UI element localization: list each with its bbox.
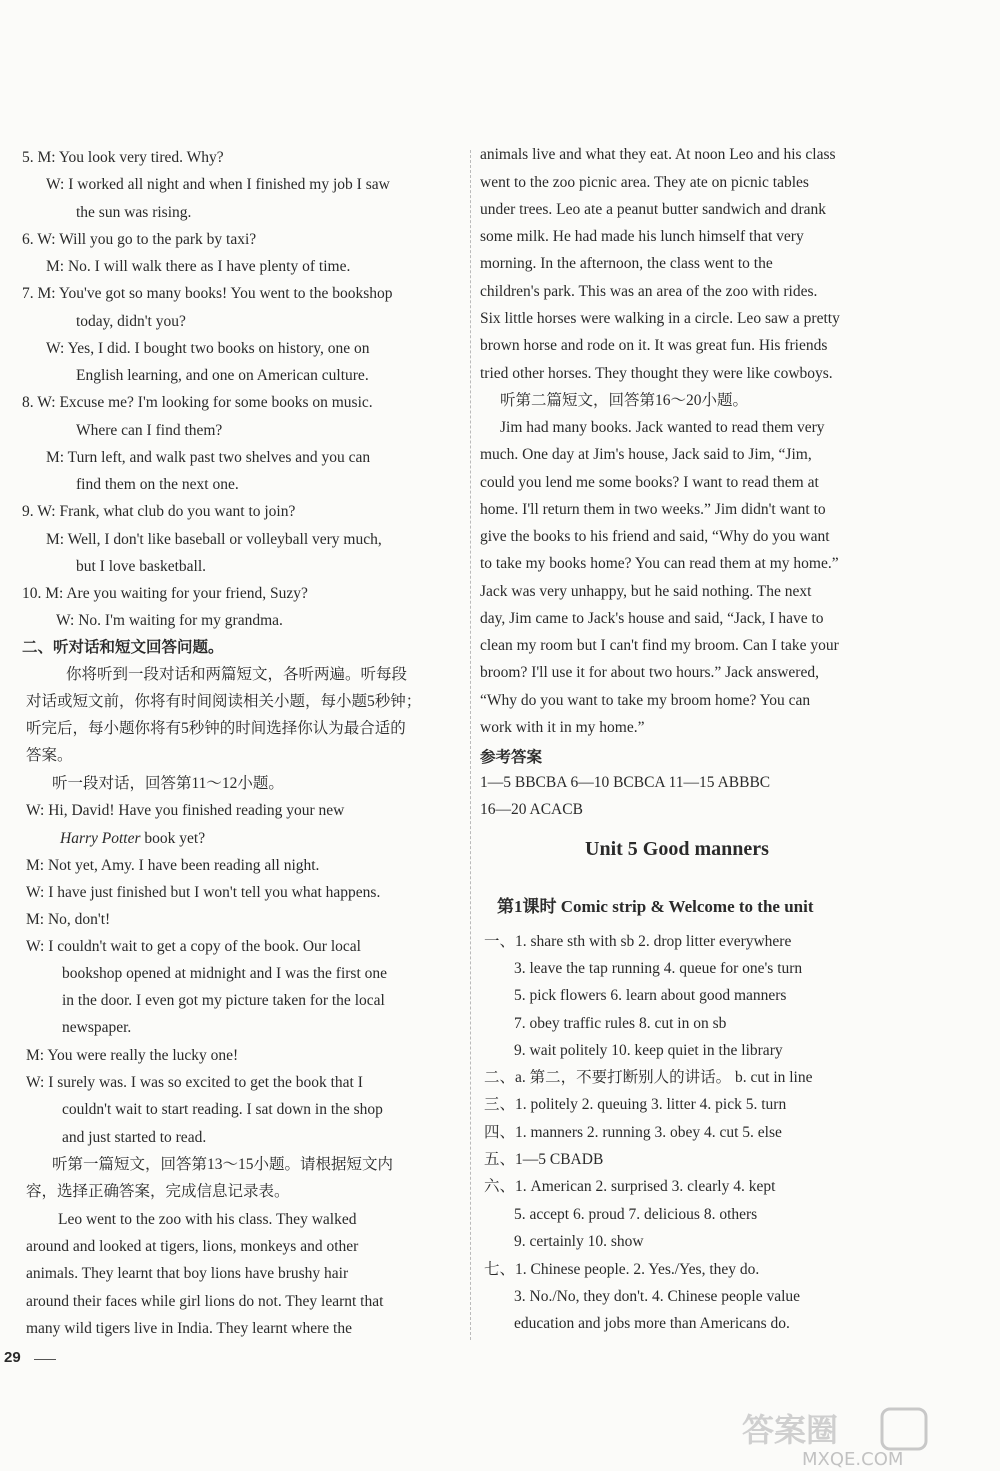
answer-line <box>484 1123 782 1143</box>
page-number-rule <box>34 1359 56 1360</box>
line-text: 5. M: You look very tired. Why? <box>22 149 224 166</box>
right-line <box>480 282 817 302</box>
left-line <box>62 1128 206 1148</box>
right-line <box>480 254 773 274</box>
left-line <box>46 175 390 195</box>
left-line <box>76 475 239 495</box>
answer-line <box>514 1314 790 1334</box>
line-text: M: Well, I don't like baseball or volleyball very much, <box>46 531 382 548</box>
left-line <box>26 1073 363 1093</box>
left-line <box>52 774 284 794</box>
line-text: to take my books home? You can read them at my home.” <box>480 555 839 572</box>
right-line <box>480 748 542 768</box>
line-text: 8. W: Excuse me? I'm looking for some books on music. <box>22 394 373 411</box>
left-line <box>62 1100 383 1120</box>
line-text: W: Yes, I did. I bought two books on history, one on <box>46 340 370 357</box>
line-text: find them on the next one. <box>76 476 239 493</box>
left-column <box>22 145 462 1345</box>
line-text: in the door. I even got my picture taken for the local <box>62 992 385 1009</box>
line-text: children's park. This was an area of the zoo with rides. <box>480 283 818 300</box>
line-text: newspaper. <box>62 1019 132 1036</box>
lesson-title: 第1课时 Comic strip & Welcome to the unit <box>497 897 814 916</box>
left-line <box>46 530 382 550</box>
answer-text: 七、1. Chinese people. 2. Yes./Yes, they do. <box>484 1261 760 1278</box>
line-text: W: Hi, David! Have you finished reading your new <box>26 802 345 819</box>
right-line <box>480 200 826 220</box>
right-line <box>480 173 809 193</box>
line-text: 7. M: You've got so many books! You went to the bookshop <box>22 285 393 302</box>
left-line <box>26 1264 348 1284</box>
line-text: English learning, and one on American culture. <box>76 367 369 384</box>
left-line <box>76 557 206 577</box>
line-text: around and looked at tigers, lions, monkeys and other <box>26 1238 359 1255</box>
left-line <box>46 448 370 468</box>
answer-text: 5. accept 6. proud 7. delicious 8. others <box>514 1206 758 1223</box>
answer-text: 一、1. share sth with sb 2. drop litter everywhere <box>484 933 792 950</box>
right-line <box>480 527 830 547</box>
line-text: animals live and what they eat. At noon Leo and his class <box>480 146 836 163</box>
line-text: 16—20 ACACB <box>480 801 583 818</box>
watermark-logo <box>732 1405 992 1469</box>
left-line <box>26 1237 358 1257</box>
line-text: Harry Potter <box>60 830 141 847</box>
right-line <box>480 445 812 465</box>
watermark-text: 答案圈 <box>742 1411 839 1449</box>
line-text: couldn't wait to start reading. I sat down in the shop <box>62 1101 383 1118</box>
left-line <box>62 1018 131 1038</box>
answer-line <box>514 1205 757 1225</box>
line-text: M: You were really the lucky one! <box>26 1047 239 1064</box>
line-text: brown horse and rode on it. It was great fun. His friends <box>480 337 828 354</box>
right-line <box>500 418 825 438</box>
answer-text: 3. leave the tap running 4. queue for one's turn <box>514 960 803 977</box>
line-text: 容，选择正确答案，完成信息记录表。 <box>26 1183 290 1200</box>
left-line <box>26 1292 383 1312</box>
line-text: bookshop opened at midnight and I was the first one <box>62 965 388 982</box>
left-line <box>22 638 224 658</box>
page-number: 29 <box>4 1349 21 1366</box>
answer-line <box>514 959 802 979</box>
answer-text: 3. No./No, they don't. 4. Chinese people value <box>514 1288 801 1305</box>
left-line <box>26 719 406 739</box>
left-line <box>26 746 73 766</box>
left-line <box>26 883 380 903</box>
left-line <box>26 1046 238 1066</box>
left-line <box>76 366 369 386</box>
left-line <box>46 339 370 359</box>
right-line <box>480 773 770 793</box>
answer-line <box>514 1041 783 1061</box>
answer-line <box>514 1014 726 1034</box>
line-text: 9. W: Frank, what club do you want to join? <box>22 503 296 520</box>
line-text: M: No. I will walk there as I have plenty of time. <box>46 258 351 275</box>
line-text: Six little horses were walking in a circle. Leo saw a pretty <box>480 310 840 327</box>
line-text: under trees. Leo ate a peanut butter sandwich and drank <box>480 201 827 218</box>
answer-line <box>514 986 786 1006</box>
answer-line <box>484 1177 775 1197</box>
left-line <box>26 1182 290 1202</box>
line-text: work with it in my home.” <box>480 719 645 736</box>
line-text: 你将听到一段对话和两篇短文，各听两遍。听每段 <box>66 666 408 683</box>
left-line <box>22 230 256 250</box>
answer-text: 9. wait politely 10. keep quiet in the library <box>514 1042 783 1059</box>
line-text: Jack was very unhappy, but he said nothing. The next <box>480 583 812 600</box>
line-text: animals. They learnt that boy lions have brushy hair <box>26 1265 349 1282</box>
right-line <box>480 145 836 165</box>
line-text: clean my room but I can't find my broom. Can I take your <box>480 637 839 654</box>
line-text: morning. In the afternoon, the class went to the <box>480 255 773 272</box>
line-text: W: I have just finished but I won't tell you what happens. <box>26 884 381 901</box>
answer-text: 五、1—5 CBADB <box>484 1151 604 1168</box>
left-line <box>58 1210 356 1230</box>
line-text: 听一段对话，回答第11～12小题。 <box>52 775 284 792</box>
right-line <box>480 309 840 329</box>
line-text: but I love basketball. <box>76 558 206 575</box>
right-line <box>480 500 826 520</box>
line-text: W: I couldn't wait to get a copy of the book. Our local <box>26 938 361 955</box>
left-line <box>26 937 361 957</box>
left-line <box>26 856 319 876</box>
line-text: 10. M: Are you waiting for your friend, Suzy? <box>22 585 308 602</box>
column-divider <box>470 150 471 1340</box>
left-line <box>56 611 283 631</box>
line-text: much. One day at Jim's house, Jack said to Jim, “Jim, <box>480 446 812 463</box>
line-text: around their faces while girl lions do not. They learnt that <box>26 1293 384 1310</box>
left-line <box>26 910 110 930</box>
unit-title: Unit 5 Good manners <box>585 838 769 860</box>
line-text: M: Not yet, Amy. I have been reading all night. <box>26 857 320 874</box>
right-line <box>480 473 819 493</box>
line-text: M: No, don't! <box>26 911 111 928</box>
left-line <box>26 1319 352 1339</box>
left-line <box>22 502 295 522</box>
line-text: 答案。 <box>26 747 73 764</box>
answer-text: 5. pick flowers 6. learn about good manners <box>514 987 787 1004</box>
line-text: Jim had many books. Jack wanted to read them very <box>500 419 825 436</box>
answer-line <box>484 1095 786 1115</box>
line-text: 二、听对话和短文回答问题。 <box>22 639 224 656</box>
left-line <box>76 203 191 223</box>
line-text: day, Jim came to Jack's house and said, “Jack, I have to <box>480 610 824 627</box>
line-text: W: No. I'm waiting for my grandma. <box>56 612 283 629</box>
line-text: 6. W: Will you go to the park by taxi? <box>22 231 257 248</box>
answer-text: 六、1. American 2. surprised 3. clearly 4. kept <box>484 1178 776 1195</box>
left-line <box>52 1155 393 1175</box>
answer-text: education and jobs more than Americans do. <box>514 1315 790 1332</box>
answer-line <box>484 1150 603 1170</box>
line-text: could you lend me some books? I want to read them at <box>480 474 819 491</box>
line-text: W: I surely was. I was so excited to get the book that I <box>26 1074 363 1091</box>
line-text: today, didn't you? <box>76 313 186 330</box>
left-line <box>62 964 387 984</box>
left-line <box>62 991 385 1011</box>
line-text-tail: book yet? <box>140 830 206 847</box>
line-text: M: Turn left, and walk past two shelves and you can <box>46 449 371 466</box>
line-text: many wild tigers live in India. They learnt where the <box>26 1320 352 1337</box>
line-text: 参考答案 <box>480 749 543 766</box>
watermark-url: MXQE.COM <box>802 1449 904 1469</box>
line-text: give the books to his friend and said, “Why do you want <box>480 528 830 545</box>
left-line <box>22 284 393 304</box>
answer-text: 7. obey traffic rules 8. cut in on sb <box>514 1015 727 1032</box>
answer-text: 9. certainly 10. show <box>514 1233 644 1250</box>
line-text: Where can I find them? <box>76 422 223 439</box>
right-line <box>480 636 839 656</box>
left-line <box>22 148 224 168</box>
answer-text: 三、1. politely 2. queuing 3. litter 4. pick 5. turn <box>484 1096 787 1113</box>
line-text: 听完后，每小题你将有5秒钟的时间选择你认为最合适的 <box>26 720 406 737</box>
line-text: home. I'll return them in two weeks.” Jim didn't want to <box>480 501 826 518</box>
line-text: 听第一篇短文，回答第13～15小题。请根据短文内 <box>52 1156 394 1173</box>
left-line <box>26 801 344 821</box>
answer-line <box>484 932 791 952</box>
right-line <box>480 663 819 683</box>
left-line <box>76 421 222 441</box>
left-line <box>22 584 308 604</box>
answer-line <box>484 1068 813 1088</box>
right-line <box>480 364 833 384</box>
line-text: tried other horses. They thought they were like cowboys. <box>480 365 833 382</box>
line-text: “Why do you want to take my broom home? You can <box>480 692 811 709</box>
left-line <box>46 257 350 277</box>
line-text: and just started to read. <box>62 1129 207 1146</box>
line-text: broom? I'll use it for about two hours.” Jack answered, <box>480 664 819 681</box>
left-line <box>22 393 373 413</box>
left-line <box>66 665 407 685</box>
left-line <box>76 312 186 332</box>
left-line <box>26 692 421 712</box>
answer-text: 二、a. 第二，不要打断别人的讲话。 b. cut in line <box>484 1069 813 1086</box>
line-text: went to the zoo picnic area. They ate on picnic tables <box>480 174 809 191</box>
right-line <box>500 391 748 411</box>
answer-text: 四、1. manners 2. running 3. obey 4. cut 5. else <box>484 1124 782 1141</box>
answer-line <box>514 1232 644 1252</box>
right-line <box>480 691 810 711</box>
right-line <box>480 800 583 820</box>
answer-line <box>484 1260 759 1280</box>
line-text: W: I worked all night and when I finished my job I saw <box>46 176 390 193</box>
answer-line <box>514 1287 800 1307</box>
right-line <box>480 554 839 574</box>
right-line <box>480 609 824 629</box>
line-text: 对话或短文前，你将有时间阅读相关小题，每小题5秒钟； <box>26 693 422 710</box>
line-text: 听第二篇短文，回答第16～20小题。 <box>500 392 749 409</box>
line-text: Leo went to the zoo with his class. They walked <box>58 1211 357 1228</box>
line-text: some milk. He had made his lunch himself that very <box>480 228 804 245</box>
right-line <box>480 582 811 602</box>
line-text: 1—5 BBCBA 6—10 BCBCA 11—15 ABBBC <box>480 774 771 791</box>
line-text: the sun was rising. <box>76 204 192 221</box>
right-line <box>480 227 804 247</box>
right-line <box>480 336 827 356</box>
right-line <box>480 718 644 738</box>
left-line <box>60 829 205 849</box>
